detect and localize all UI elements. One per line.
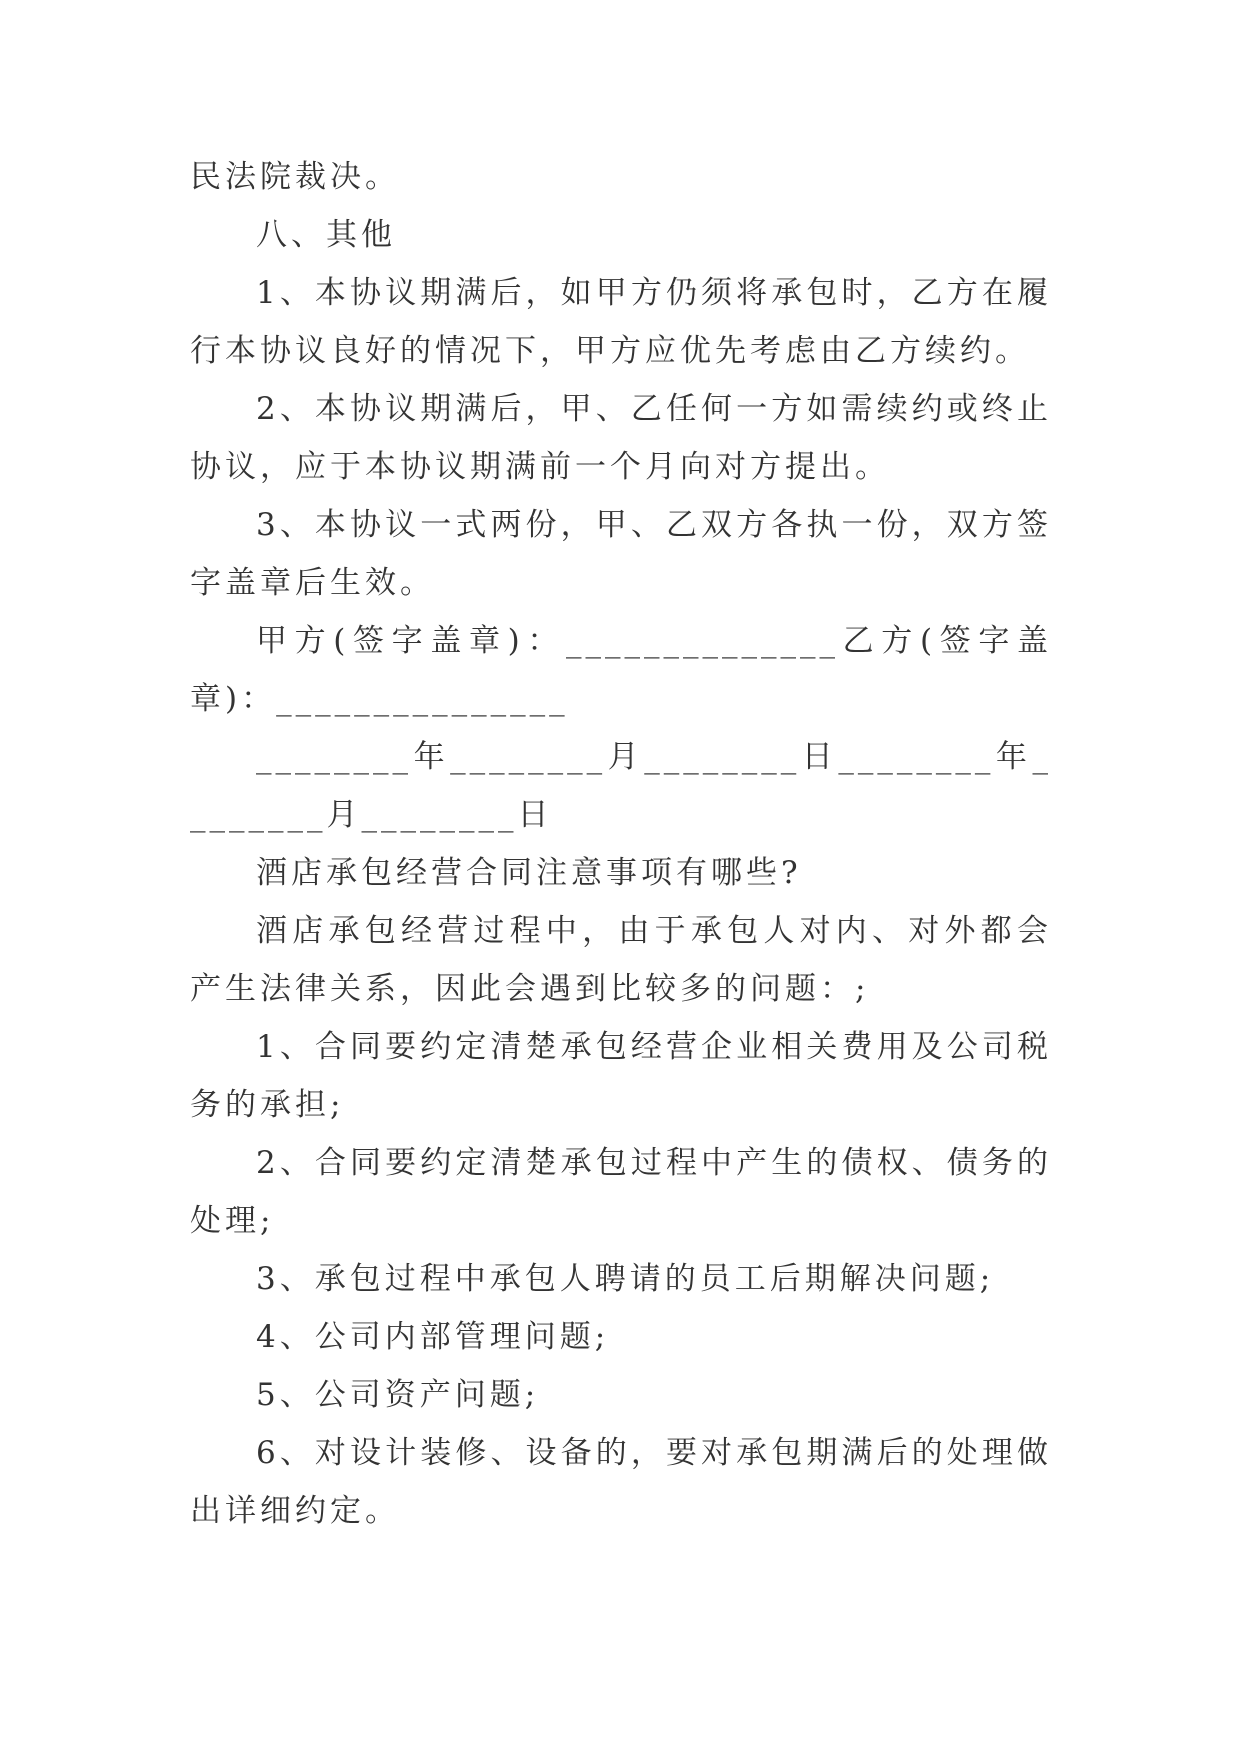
clause-1-renewal-priority: 1、本协议期满后，如甲方仍须将承包时，乙方在履行本协议良好的情况下，甲方应优先考虑由乙方续约。	[190, 275, 1052, 369]
note-item-2: 2、合同要约定清楚承包过程中产生的债权、债务的处理;	[190, 1145, 1052, 1239]
note-item-5: 5、公司资产问题;	[256, 1377, 540, 1413]
notes-heading: 酒店承包经营合同注意事项有哪些?	[256, 855, 802, 891]
notes-intro: 酒店承包经营过程中，由于承包人对内、对外都会产生法律关系，因此会遇到比较多的问题：;	[190, 913, 1052, 1007]
note-item-4: 4、公司内部管理问题;	[256, 1319, 610, 1355]
date-line: ________年________月________日________年________月________日	[190, 739, 1052, 833]
clause-3-copies-effective: 3、本协议一式两份，甲、乙双方各执一份，双方签字盖章后生效。	[190, 507, 1052, 601]
signature-line: 甲方(签字盖章)：______________乙方(签字盖章)：_______________	[190, 623, 1052, 717]
clause-2-renewal-notice: 2、本协议期满后，甲、乙任何一方如需续约或终止协议，应于本协议期满前一个月向对方提出。	[190, 391, 1052, 485]
note-item-3: 3、承包过程中承包人聘请的员工后期解决问题;	[256, 1261, 995, 1297]
paragraph-court-ruling: 民法院裁决。	[190, 159, 400, 195]
section-heading-other: 八、其他	[256, 217, 396, 253]
document-body	[190, 148, 1052, 1540]
note-item-1: 1、合同要约定清楚承包经营企业相关费用及公司税务的承担;	[190, 1029, 1052, 1123]
note-item-6: 6、对设计装修、设备的，要对承包期满后的处理做出详细约定。	[190, 1435, 1052, 1529]
